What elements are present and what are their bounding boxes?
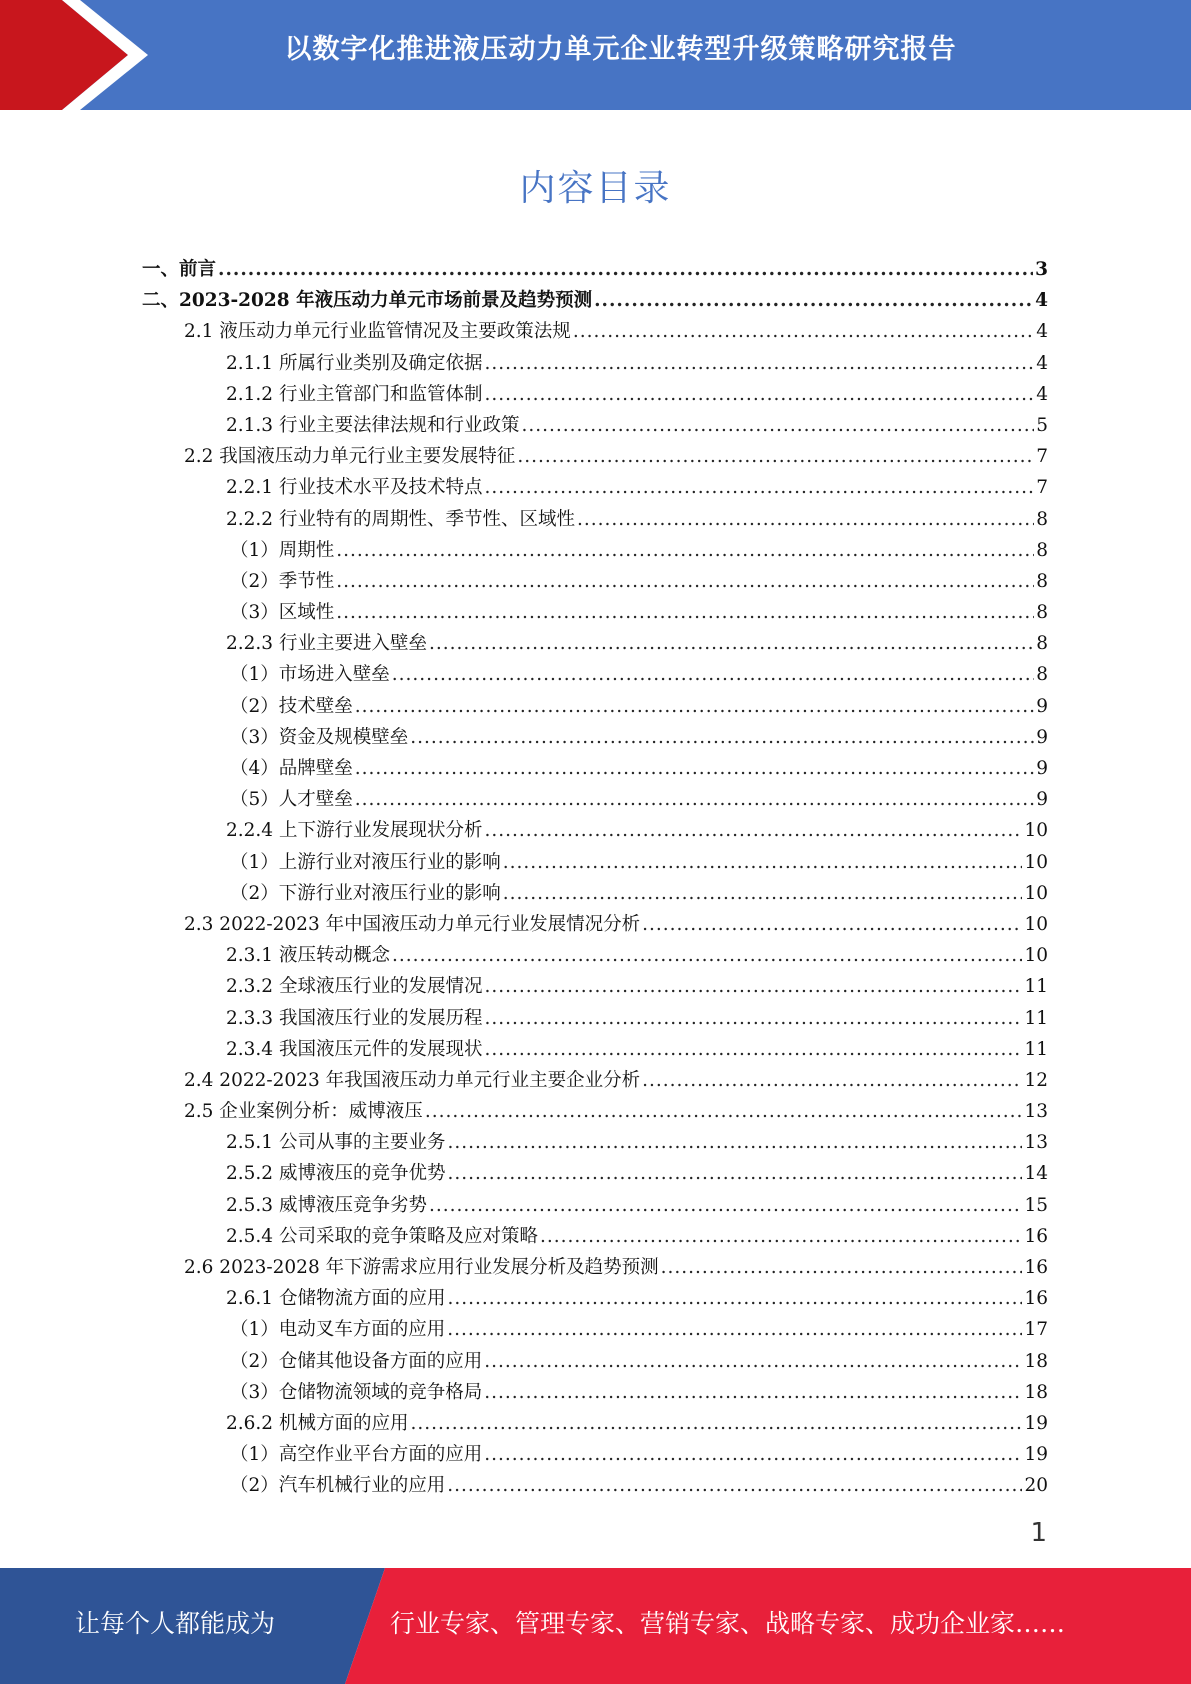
toc-leader-dots bbox=[484, 472, 1034, 503]
toc-entry-page: 12 bbox=[1024, 1069, 1048, 1091]
toc-entry-page: 19 bbox=[1024, 1444, 1048, 1466]
toc-entry-page: 18 bbox=[1024, 1381, 1048, 1403]
toc-entry-page: 9 bbox=[1036, 726, 1048, 748]
toc-entry-label: （1）高空作业平台方面的应用 bbox=[230, 1444, 483, 1466]
table-of-contents bbox=[142, 254, 1048, 1502]
toc-entry-label: 2.5.2 威博液压的竞争优势 bbox=[226, 1163, 446, 1185]
toc-entry-page: 8 bbox=[1036, 570, 1048, 592]
toc-entry[interactable] bbox=[142, 285, 1048, 316]
toc-entry-page: 8 bbox=[1036, 633, 1048, 655]
toc-entry-label: 2.2.4 上下游行业发展现状分析 bbox=[226, 820, 483, 842]
toc-leader-dots bbox=[355, 753, 1034, 784]
toc-leader-dots bbox=[410, 722, 1034, 753]
toc-entry-page: 7 bbox=[1036, 477, 1048, 499]
toc-leader-dots bbox=[484, 1377, 1022, 1408]
toc-entry-label: （3）仓储物流领域的竞争格局 bbox=[230, 1381, 483, 1403]
toc-entry-page: 8 bbox=[1036, 539, 1048, 561]
toc-leader-dots bbox=[484, 971, 1022, 1002]
toc-entry[interactable] bbox=[142, 1096, 1048, 1127]
toc-leader-dots bbox=[447, 1158, 1022, 1189]
toc-entry-label: 2.5.4 公司采取的竞争策略及应对策略 bbox=[226, 1225, 538, 1247]
toc-leader-dots bbox=[425, 1096, 1023, 1127]
toc-entry-page: 10 bbox=[1024, 851, 1048, 873]
page-number: 1 bbox=[1030, 1518, 1047, 1548]
footer-slogan-left: 让每个人都能成为 bbox=[74, 1609, 275, 1638]
toc-entry[interactable] bbox=[142, 1377, 1048, 1408]
toc-entry[interactable] bbox=[142, 1346, 1048, 1377]
toc-entry-page: 9 bbox=[1036, 789, 1048, 811]
report-title: 以数字化推进液压动力单元企业转型升级策略研究报告 bbox=[284, 34, 957, 65]
toc-leader-dots bbox=[336, 566, 1034, 597]
toc-entry-label: 2.5.1 公司从事的主要业务 bbox=[226, 1132, 446, 1154]
toc-entry-page: 4 bbox=[1036, 383, 1048, 405]
toc-entry[interactable] bbox=[142, 379, 1048, 410]
toc-entry-page: 20 bbox=[1024, 1475, 1048, 1497]
toc-entry-label: 2.3.4 我国液压元件的发展现状 bbox=[226, 1038, 483, 1060]
toc-leader-dots bbox=[484, 1439, 1022, 1470]
toc-entry[interactable] bbox=[142, 535, 1048, 566]
toc-entry-label: （1）周期性 bbox=[230, 539, 335, 561]
toc-leader-dots bbox=[521, 410, 1034, 441]
toc-entry[interactable] bbox=[142, 1221, 1048, 1252]
toc-entry-page: 10 bbox=[1024, 913, 1048, 935]
toc-entry[interactable] bbox=[142, 597, 1048, 628]
toc-entry[interactable] bbox=[142, 1408, 1048, 1439]
toc-entry[interactable] bbox=[142, 815, 1048, 846]
toc-entry-page: 4 bbox=[1036, 321, 1048, 343]
toc-entry[interactable] bbox=[142, 1252, 1048, 1283]
toc-leader-dots bbox=[447, 1283, 1022, 1314]
toc-entry-label: （2）仓储其他设备方面的应用 bbox=[230, 1350, 483, 1372]
toc-leader-dots bbox=[577, 504, 1034, 535]
toc-leader-dots bbox=[642, 909, 1022, 940]
toc-entry[interactable] bbox=[142, 1034, 1048, 1065]
toc-entry-page: 10 bbox=[1024, 945, 1048, 967]
toc-leader-dots bbox=[517, 441, 1034, 472]
toc-entry[interactable] bbox=[142, 971, 1048, 1002]
toc-entry-label: （3）区域性 bbox=[230, 602, 335, 624]
toc-entry-page: 19 bbox=[1024, 1412, 1048, 1434]
toc-entry[interactable] bbox=[142, 1127, 1048, 1158]
toc-entry-label: 2.1.2 行业主管部门和监管体制 bbox=[226, 383, 483, 405]
toc-entry-label: 2.5 企业案例分析：威博液压 bbox=[184, 1101, 423, 1123]
toc-leader-dots bbox=[503, 847, 1023, 878]
toc-leader-dots bbox=[447, 1314, 1022, 1345]
toc-entry[interactable] bbox=[142, 847, 1048, 878]
toc-entry-page: 3 bbox=[1035, 259, 1048, 280]
toc-entry-label: （2）季节性 bbox=[230, 570, 335, 592]
toc-entry[interactable] bbox=[142, 1439, 1048, 1470]
toc-entry[interactable] bbox=[142, 1003, 1048, 1034]
toc-entry-label: 2.3 2022-2023 年中国液压动力单元行业发展情况分析 bbox=[184, 913, 641, 935]
toc-leader-dots bbox=[661, 1252, 1023, 1283]
toc-entry-label: （5）人才壁垒 bbox=[230, 789, 353, 811]
toc-entry-page: 10 bbox=[1024, 882, 1048, 904]
toc-leader-dots bbox=[392, 940, 1022, 971]
toc-leader-dots bbox=[503, 878, 1023, 909]
toc-entry-page: 8 bbox=[1036, 508, 1048, 530]
toc-entry-page: 11 bbox=[1024, 1038, 1048, 1060]
toc-entry-label: （2）技术壁垒 bbox=[230, 695, 353, 717]
toc-entry-label: （3）资金及规模壁垒 bbox=[230, 726, 409, 748]
toc-entry-page: 15 bbox=[1024, 1194, 1048, 1216]
toc-entry-label: 2.2.3 行业主要进入壁垒 bbox=[226, 633, 427, 655]
toc-leader-dots bbox=[447, 1127, 1022, 1158]
toc-entry[interactable] bbox=[142, 1283, 1048, 1314]
toc-entry[interactable] bbox=[142, 659, 1048, 690]
toc-leader-dots bbox=[642, 1065, 1022, 1096]
toc-entry[interactable] bbox=[142, 1470, 1048, 1501]
toc-leader-dots bbox=[594, 285, 1033, 316]
toc-leader-dots bbox=[484, 1034, 1022, 1065]
toc-entry[interactable] bbox=[142, 441, 1048, 472]
report-footer bbox=[0, 1568, 1191, 1684]
toc-entry-page: 11 bbox=[1024, 1007, 1048, 1029]
toc-leader-dots bbox=[429, 1190, 1022, 1221]
toc-entry-label: 2.1 液压动力单元行业监管情况及主要政策法规 bbox=[184, 321, 571, 343]
toc-entry-label: 一、前言 bbox=[142, 259, 217, 280]
toc-entry-page: 8 bbox=[1036, 602, 1048, 624]
toc-entry[interactable] bbox=[142, 566, 1048, 597]
toc-entry-page: 16 bbox=[1024, 1257, 1048, 1278]
toc-entry-page: 9 bbox=[1036, 758, 1048, 779]
toc-entry-label: （2）汽车机械行业的应用 bbox=[230, 1475, 446, 1497]
toc-entry-page: 4 bbox=[1035, 290, 1048, 312]
toc-entry-page: 14 bbox=[1024, 1163, 1048, 1185]
toc-leader-dots bbox=[484, 815, 1022, 846]
toc-entry-page: 13 bbox=[1024, 1101, 1048, 1123]
toc-leader-dots bbox=[540, 1221, 1022, 1252]
toc-entry-label: （1）市场进入壁垒 bbox=[230, 664, 390, 686]
toc-entry-label: 2.6.1 仓储物流方面的应用 bbox=[226, 1288, 446, 1310]
toc-entry[interactable] bbox=[142, 722, 1048, 753]
toc-leader-dots bbox=[336, 535, 1034, 566]
toc-entry-page: 10 bbox=[1024, 820, 1048, 842]
toc-entry-label: 2.6 2023-2028 年下游需求应用行业发展分析及趋势预测 bbox=[184, 1257, 659, 1278]
toc-leader-dots bbox=[447, 1470, 1022, 1501]
toc-leader-dots bbox=[410, 1408, 1022, 1439]
toc-leader-dots bbox=[484, 379, 1034, 410]
toc-entry-label: 2.3.1 液压转动概念 bbox=[226, 945, 390, 967]
toc-entry[interactable] bbox=[142, 628, 1048, 659]
toc-entry-page: 16 bbox=[1024, 1288, 1048, 1310]
toc-entry-label: 2.6.2 机械方面的应用 bbox=[226, 1412, 409, 1434]
toc-entry[interactable] bbox=[142, 940, 1048, 971]
toc-entry-label: 2.4 2022-2023 年我国液压动力单元行业主要企业分析 bbox=[184, 1069, 641, 1091]
toc-entry[interactable] bbox=[142, 316, 1048, 347]
toc-entry-page: 17 bbox=[1024, 1319, 1048, 1341]
toc-leader-dots bbox=[429, 628, 1034, 659]
toc-entry[interactable] bbox=[142, 878, 1048, 909]
toc-entry[interactable] bbox=[142, 410, 1048, 441]
toc-entry-label: 2.2.2 行业特有的周期性、季节性、区域性 bbox=[226, 508, 575, 530]
toc-leader-dots bbox=[484, 1003, 1022, 1034]
toc-entry-label: （2）下游行业对液压行业的影响 bbox=[230, 882, 501, 904]
report-header bbox=[0, 0, 1191, 110]
toc-leader-dots bbox=[573, 316, 1034, 347]
toc-entry-label: （1）电动叉车方面的应用 bbox=[230, 1319, 446, 1341]
toc-entry[interactable] bbox=[142, 254, 1048, 285]
toc-entry-label: （1）上游行业对液压行业的影响 bbox=[230, 851, 501, 873]
header-red-chevron bbox=[0, 0, 128, 110]
toc-entry-page: 16 bbox=[1024, 1225, 1048, 1247]
toc-entry-page: 9 bbox=[1036, 695, 1048, 717]
toc-entry[interactable] bbox=[142, 909, 1048, 940]
toc-leader-dots bbox=[484, 348, 1034, 379]
footer-slogan-right: 行业专家、管理专家、营销专家、战略专家、成功企业家…… bbox=[390, 1609, 1066, 1638]
toc-entry-page: 8 bbox=[1036, 664, 1048, 686]
toc-entry-label: （4）品牌壁垒 bbox=[230, 758, 353, 779]
toc-entry-page: 7 bbox=[1036, 446, 1048, 468]
toc-entry[interactable] bbox=[142, 504, 1048, 535]
toc-entry-page: 11 bbox=[1024, 976, 1048, 998]
toc-entry-label: 2.5.3 威博液压竞争劣势 bbox=[226, 1194, 427, 1216]
toc-leader-dots bbox=[355, 691, 1034, 722]
toc-entry[interactable] bbox=[142, 753, 1048, 784]
toc-entry-page: 4 bbox=[1036, 352, 1048, 374]
toc-entry[interactable] bbox=[142, 1190, 1048, 1221]
toc-title: 内容目录 bbox=[519, 168, 672, 209]
toc-leader-dots bbox=[355, 784, 1034, 815]
toc-leader-dots bbox=[392, 659, 1034, 690]
toc-leader-dots bbox=[218, 254, 1033, 285]
toc-entry-page: 13 bbox=[1024, 1132, 1048, 1154]
toc-entry-label: 2.1.1 所属行业类别及确定依据 bbox=[226, 352, 483, 374]
toc-entry-label: 2.3.3 我国液压行业的发展历程 bbox=[226, 1007, 483, 1029]
toc-entry[interactable] bbox=[142, 1065, 1048, 1096]
toc-leader-dots bbox=[336, 597, 1034, 628]
toc-entry[interactable] bbox=[142, 784, 1048, 815]
toc-entry-label: 2.1.3 行业主要法律法规和行业政策 bbox=[226, 414, 520, 436]
toc-entry[interactable] bbox=[142, 691, 1048, 722]
toc-entry-label: 二、2023-2028 年液压动力单元市场前景及趋势预测 bbox=[142, 290, 593, 312]
toc-entry[interactable] bbox=[142, 472, 1048, 503]
toc-entry[interactable] bbox=[142, 1158, 1048, 1189]
toc-entry-page: 18 bbox=[1024, 1350, 1048, 1372]
toc-entry-label: 2.3.2 全球液压行业的发展情况 bbox=[226, 976, 483, 998]
toc-entry-label: 2.2 我国液压动力单元行业主要发展特征 bbox=[184, 446, 516, 468]
toc-entry[interactable] bbox=[142, 348, 1048, 379]
toc-entry-label: 2.2.1 行业技术水平及技术特点 bbox=[226, 477, 483, 499]
toc-leader-dots bbox=[484, 1346, 1022, 1377]
toc-entry-page: 5 bbox=[1036, 414, 1048, 436]
toc-entry[interactable] bbox=[142, 1314, 1048, 1345]
